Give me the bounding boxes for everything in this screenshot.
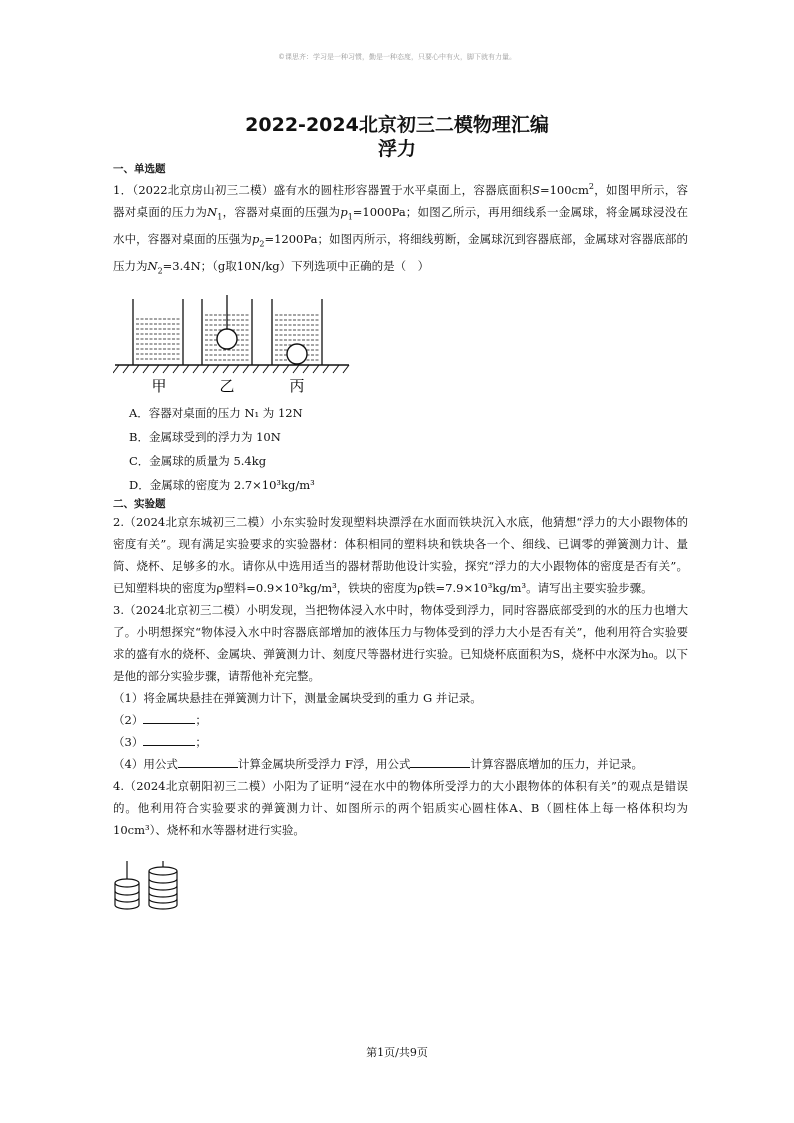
q1-option-c: C．金属球的质量为 5.4kg [129, 453, 267, 468]
document-body [113, 162, 688, 913]
q1-text-c: ，容器对桌面的压强为 [222, 204, 341, 219]
cylinder-b [149, 861, 177, 909]
page-subtitle: 浮力 [377, 138, 416, 160]
q1-option-d: D．金属球的密度为 2.7×10³kg/m³ [129, 477, 315, 492]
q3-step-4: （4）用公式 计算金属块所受浮力 F浮，用公式 计算容器底增加的压力，并记录。 [113, 756, 643, 771]
section-heading-experiment: 二、实验题 [113, 497, 166, 510]
q1-option-b: B．金属球受到的浮力为 10N [129, 429, 281, 444]
container-yi [202, 295, 252, 365]
page-footer: 第1页/共9页 [366, 1046, 428, 1059]
answer-blank[interactable] [178, 755, 238, 768]
q1-option-a: A．容器对桌面的压力 N₁ 为 12N [129, 405, 303, 420]
question-4: 4.（2024北京朝阳初三二模）小阳为了证明“浸在水中的物体所受浮力的大小跟物体的体积有关”的观点是错误的。他利用符合实验要求的弹簧测力计、如图所示的两个铝质实心圆柱体A、B（圆柱体上每一格体积均为10cm³）、烧杯和水等器材进行实验。 [113, 778, 688, 837]
fig-label-bing: 丙 [289, 376, 305, 395]
container-jia [133, 299, 183, 365]
page-title: 2022-2024北京初三二模物理汇编 [245, 114, 549, 136]
answer-blank[interactable] [410, 755, 470, 768]
fig-label-jia: 甲 [151, 376, 167, 395]
section-heading-single-choice: 一、单选题 [113, 163, 166, 175]
q1-text-e: ；如图丙所示，将细线剪断，金属球沉到容器底部，金属球对容器底部的压力为 [113, 232, 689, 274]
q3-step-2: （2） ； [113, 712, 207, 727]
q1-text-d: ；如图乙所示，再用细线系一金属球，将金属球浸没在水中，容器对桌面的压强为 [113, 204, 689, 247]
answer-blank[interactable] [143, 711, 195, 724]
q1-text-a: 1．（2022北京房山初三二模）盛有水的圆柱形容器置于水平桌面上，容器底面积 [113, 182, 533, 197]
q1-text-f: ；（g取10N/kg）下列选项中正确的是（ ） [200, 259, 430, 274]
cylinders-figure [113, 861, 193, 913]
q1-text-b: ，如图甲所示，容器对桌面的压力为 [113, 182, 688, 219]
question-1: 1．（2022北京房山初三二模）盛有水的圆柱形容器置于水平桌面上，容器底面积$S=100cm^2$，如图甲所示，容器对桌面的压力为$N_1$，容器对桌面的压强为$p_1=1000Pa$；如图乙所示，再用细线系一金属球，将金属球浸没在水中，容器对桌面的压强为$p_2=1200Pa$；如图丙所示，将细线剪断，金属球沉到容器底部，金属球对容器底部的压力为$N_2=3.4N$；（g取10N/kg）下列选项中正确的是（ ） [113, 182, 689, 276]
container-bing [272, 299, 322, 365]
q3-step-1: （1）将金属块悬挂在弹簧测力计下，测量金属块受到的重力 G 并记录。 [113, 690, 482, 705]
answer-blank[interactable] [143, 733, 195, 746]
q1-options [113, 401, 688, 497]
question-2: 2.（2024北京东城初三二模）小东实验时发现塑料块漂浮在水面而铁块沉入水底，他猜想“浮力的大小跟物体的密度有关”。现有满足实验要求的实验器材：体积相同的塑料块和铁块各一个、细线、已调零的弹簧测力计、量筒、烧杯、足够多的水。请你从中选用适当的器材帮助他设计实验，探究“浮力的大小跟物体的密度是否有关”。已知塑料块的密度为ρ塑料=0.9×10³kg/m³，铁块的密度为ρ铁=7.9×10³kg/m³。请写出主要实验步骤。 [113, 514, 688, 595]
fig-label-yi: 乙 [219, 376, 235, 395]
question-3: 3.（2024北京初三二模）小明发现，当把物体浸入水中时，物体受到浮力，同时容器底部受到的水的压力也增大了。小明想探究“物体浸入水中时容器底部增加的液体压力与物体受到的浮力大小是否有关”，他利用符合实验要求的盛有水的烧杯、金属块、弹簧测力计、刻度尺等器材进行实验。已知烧杯底面积为S，烧杯中水深为h₀。以下是他的部分实验步骤，请帮他补充完整。 [113, 602, 688, 683]
container-figure [113, 295, 353, 397]
q3-step-3: （3） ； [113, 734, 207, 749]
watermark-text: ©课思齐：学习是一种习惯，勤是一种态度，只要心中有火，脚下就有力量。 [278, 53, 516, 61]
cylinder-a [115, 861, 139, 909]
